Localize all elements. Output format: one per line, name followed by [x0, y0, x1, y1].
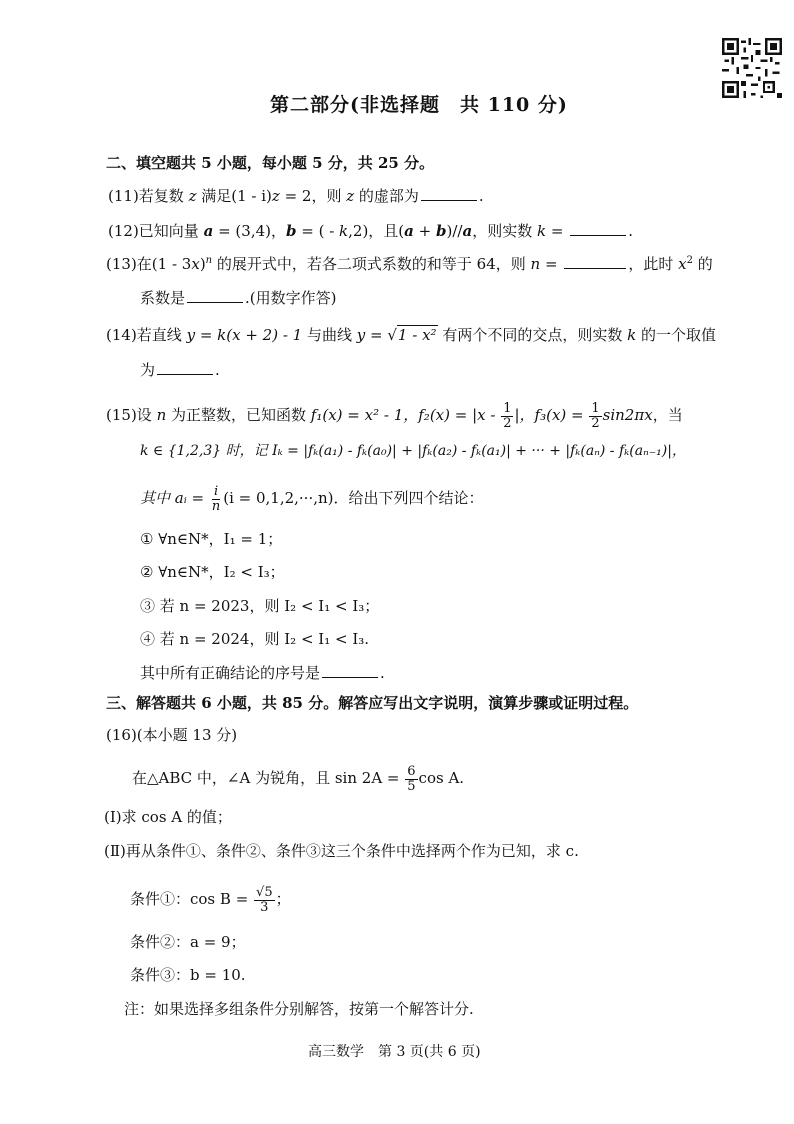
question-15-line-1: (15)设 n 为正整数，已知函数 f₁(x) = x² - 1，f₂(x) = |x - $\frac{1}{2}$ |，f₃(x) = $\frac{1}{2}$ sin2πx，当 [106, 401, 683, 431]
question-11: (11)若复数 z 满足(1 - i)z = 2，则 z 的虚部为 . [108, 187, 484, 205]
page-title: 第二部分(非选择题 共 110 分) [270, 94, 568, 116]
condition-2: 条件②：a = 9； [130, 933, 246, 951]
question-16-part-2: (Ⅱ)再从条件①、条件②、条件③这三个条件中选择两个作为已知，求 c. [104, 842, 579, 860]
answer-blank[interactable] [322, 663, 378, 678]
condition-3: 条件③：b = 10. [130, 966, 246, 984]
question-16-stem: 在△ABC 中，∠A 为锐角，且 sin 2A = $\frac{6}{5}$ cos A. [132, 764, 465, 794]
question-16-part-1: (Ⅰ)求 cos A 的值； [104, 808, 232, 826]
question-14-line-2: 为 . [140, 361, 220, 379]
answer-blank[interactable] [157, 360, 213, 375]
question-15-option-3: ③ 若 n = 2023，则 I₂ < I₁ < I₃； [140, 597, 380, 615]
question-15-line-3: 其中 aᵢ = $\frac{i}{n}$ (i = 0,1,2,···,n)．给出下列四个结论： [140, 484, 484, 514]
fraction-six-fifths: $\frac{6}{5}$ [407, 764, 416, 794]
fraction-i-over-n: $\frac{i}{n}$ [211, 484, 221, 514]
section-heading-solutions: 三、解答题共 6 小题，共 85 分。解答应写出文字说明，演算步骤或证明过程。 [106, 694, 639, 712]
question-15-option-4: ④ 若 n = 2024，则 I₂ < I₁ < I₃. [140, 630, 370, 648]
fraction-one-half: $\frac{1}{2}$ [503, 401, 512, 431]
question-15-option-1: ① ∀n∈N*，I₁ = 1； [140, 530, 283, 548]
question-13-line-2: 系数是 .(用数字作答) [140, 289, 337, 307]
question-15-ask: 其中所有正确结论的序号是 . [140, 664, 385, 682]
question-16-header: (16)(本小题 13 分) [106, 726, 238, 744]
question-15-option-2: ② ∀n∈N*，I₂ < I₃； [140, 563, 285, 581]
qr-code-icon [722, 38, 782, 98]
question-14-line-1: (14)若直线 y = k(x + 2) - 1 与曲线 y = √1 - x² 有两个不同的交点，则实数 k 的一个取值 [106, 326, 716, 344]
fraction-sqrt5-over-3: $\frac{√5}{3}$ [256, 885, 273, 915]
answer-blank[interactable] [564, 254, 626, 269]
grading-note: 注：如果选择多组条件分别解答，按第一个解答计分. [124, 1000, 474, 1018]
page-footer: 高三数学 第 3 页(共 6 页) [308, 1044, 481, 1060]
question-15-line-2: k ∈ {1,2,3} 时，记 Iₖ = |fₖ(a₁) - fₖ(a₀)| + |fₖ(a₂) - fₖ(a₁)| + ··· + |fₖ(aₙ) - fₖ(aₙ₋₁)|， [140, 443, 686, 459]
question-13-line-1: (13)在(1 - 3x)$^n$ 的展开式中，若各二项式系数的和等于 64，则 n = ，此时 $x^2$ 的 [106, 255, 713, 273]
question-12: (12)已知向量 a = (3,4)，b = ( - k,2)，且(a + b)//a，则实数 k = . [108, 222, 633, 240]
section-heading-fill-blank: 二、填空题共 5 小题，每小题 5 分，共 25 分。 [106, 154, 435, 172]
condition-1: 条件①：cos B = $\frac{√5}{3}$ ； [130, 885, 291, 915]
answer-blank[interactable] [421, 186, 477, 201]
fraction-one-half: $\frac{1}{2}$ [591, 401, 600, 431]
answer-blank[interactable] [570, 221, 626, 236]
answer-blank[interactable] [187, 288, 243, 303]
